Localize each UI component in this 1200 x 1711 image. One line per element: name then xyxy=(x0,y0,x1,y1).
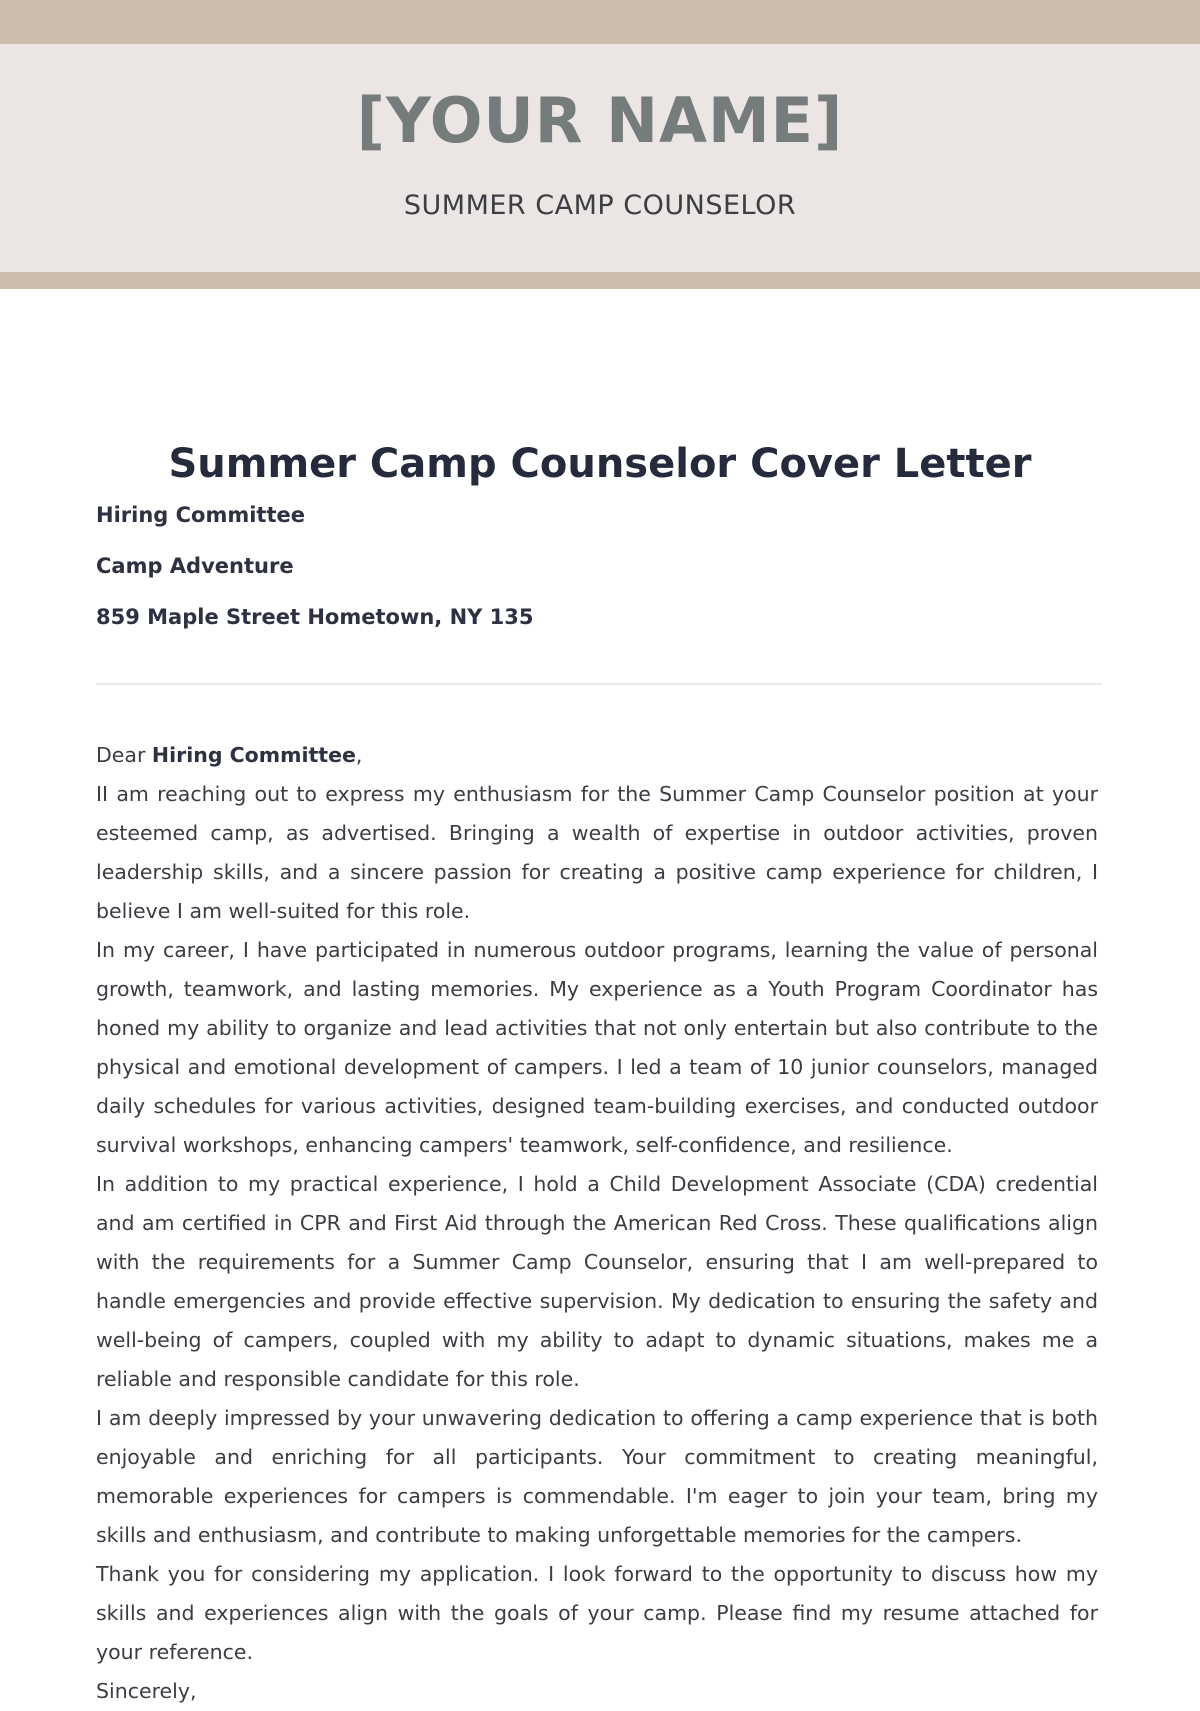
applicant-name: [YOUR NAME] xyxy=(356,84,844,157)
recipient-address: 859 Maple Street Hometown, NY 135 xyxy=(96,605,534,629)
applicant-role: SUMMER CAMP COUNSELOR xyxy=(403,190,797,221)
greeting-prefix: Dear xyxy=(96,743,152,767)
paragraph-qualifications: In addition to my practical experience, I hold a Child Development Associate (CDA) credential and am certified in CPR and First Aid through the American Red Cross. These qualifications align with the requirements for a Summer Camp Counselor, ensuring that I am well-prepared to handle emergencies and provide effective supervision. My dedication to ensuring the safety and well-being of campers, coupled with my ability to adapt to dynamic situations, makes me a reliable and responsible candidate for this role. xyxy=(96,1172,1098,1391)
recipient-block xyxy=(96,500,534,653)
closing: Sincerely, xyxy=(96,1679,197,1703)
paragraph-thanks: Thank you for considering my application. I look forward to the opportunity to discuss how my skills and experiences align with the goals of your camp. Please find my resume attached for your reference. xyxy=(96,1562,1098,1664)
paragraph-intro: II am reaching out to express my enthusiasm for the Summer Camp Counselor position at your esteemed camp, as advertised. Bringing a wealth of expertise in outdoor activities, proven leadership skills, and a sincere passion for creating a positive camp experience for children, I believe I am well-suited for this role. xyxy=(96,782,1098,923)
letter-title: Summer Camp Counselor Cover Letter xyxy=(168,441,1032,487)
letter-body xyxy=(96,736,1098,1711)
paragraph-camp-values: I am deeply impressed by your unwavering dedication to offering a camp experience that is both enjoyable and enriching for all participants. Your commitment to creating meaningful, memorable experiences for campers is commendable. I'm eager to join your team, bring my skills and enthusiasm, and contribute to making unforgettable memories for the campers. xyxy=(96,1406,1098,1547)
header-bottom-band xyxy=(0,272,1200,289)
header-top-band xyxy=(0,0,1200,44)
section-divider xyxy=(96,683,1102,685)
recipient-name: Hiring Committee xyxy=(96,503,305,527)
greeting-name: Hiring Committee xyxy=(151,743,356,767)
greeting xyxy=(96,736,1098,775)
greeting-suffix: , xyxy=(355,743,363,767)
header-banner xyxy=(0,44,1200,272)
paragraph-experience: In my career, I have participated in numerous outdoor programs, learning the value of personal growth, teamwork, and lasting memories. My experience as a Youth Program Coordinator has honed my ability to organize and lead activities that not only entertain but also contribute to the physical and emotional development of campers. I led a team of 10 junior counselors, managed daily schedules for various activities, designed team-building exercises, and conducted outdoor survival workshops, enhancing campers' teamwork, self-confidence, and resilience. xyxy=(96,938,1098,1157)
recipient-organization: Camp Adventure xyxy=(96,554,294,578)
